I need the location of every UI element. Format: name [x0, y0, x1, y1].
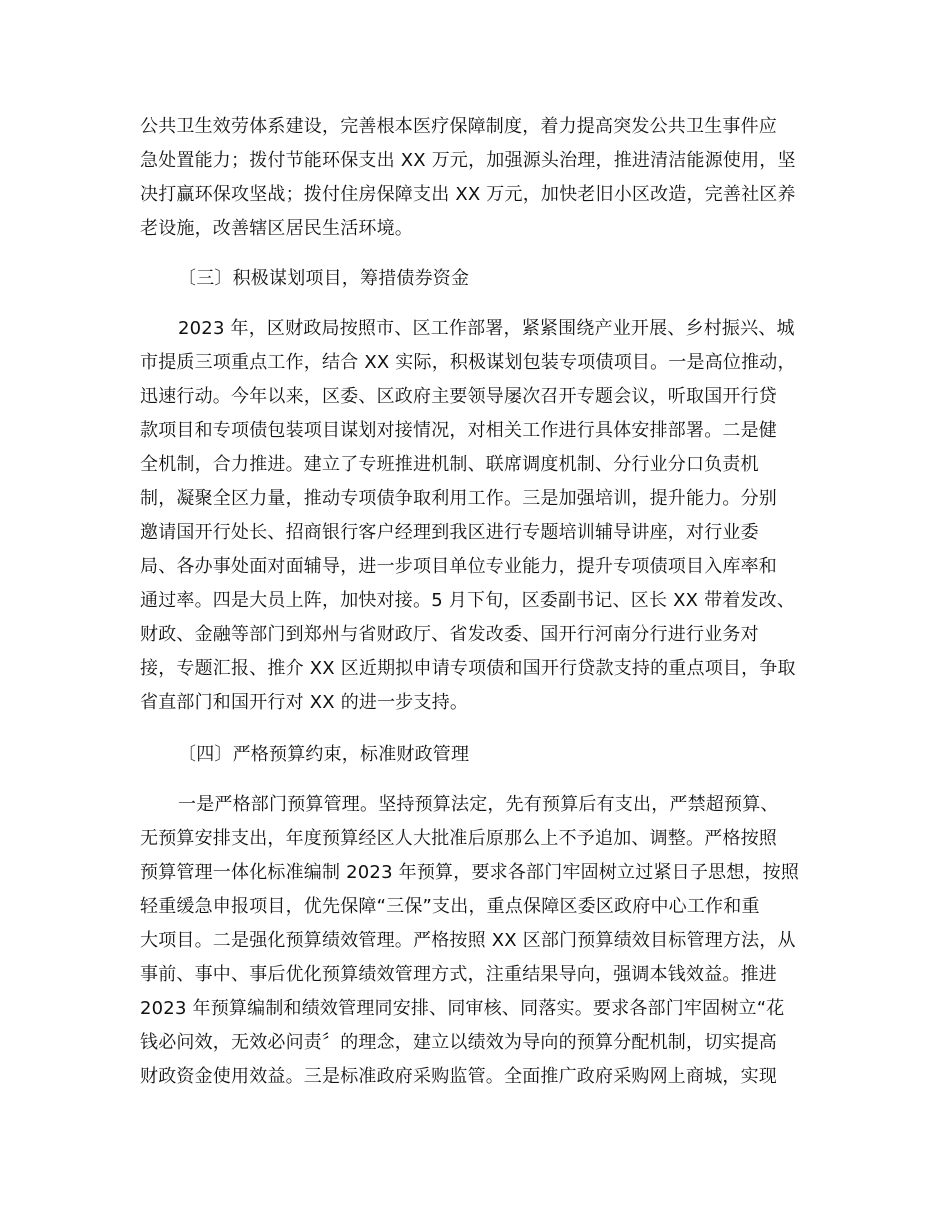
text-line: 市提质三项重点工作，结合 XX 实际，积极谋划包装专项债项目。一是高位推动， — [140, 352, 796, 373]
section-heading-3: 〔三〕积极谋划项目，筹措债券资金 — [178, 268, 470, 289]
text-line: 轻重缓急申报项目，优先保障“三保”支出，重点保障区委区政府中心工作和重 — [140, 896, 760, 917]
text-line: 省直部门和国开行对 XX 的进一步支持。 — [140, 692, 469, 713]
text-line: 接，专题汇报、推介 XX 区近期拟申请专项债和国开行贷款支持的重点项目，争取 — [140, 658, 796, 679]
text-line: 款项目和专项债包装项目谋划对接情况，对相关工作进行具体安排部署。二是健 — [140, 420, 777, 441]
text-line: 预算管理一体化标准编制 2023 年预算，要求各部门牢固树立过紧日子思想，按照 — [140, 862, 800, 883]
text-line: 钱必问效，无效必问责〞的理念，建立以绩效为导向的预算分配机制，切实提高 — [140, 1032, 777, 1053]
text-line: 一是严格部门预算管理。坚持预算法定，先有预算后有支出，严禁超预算、 — [178, 794, 779, 815]
text-line: 老设施，改善辖区居民生活环境。 — [140, 218, 413, 239]
section-heading-4: 〔四〕严格预算约束，标准财政管理 — [178, 744, 470, 765]
text-line: 全机制，合力推进。建立了专班推进机制、联席调度机制、分行业分口负责机 — [140, 454, 759, 475]
text-line: 邀请国开行处长、招商银行客户经理到我区进行专题培训辅导讲座，对行业委 — [140, 522, 759, 543]
text-line: 通过率。四是大员上阵，加快对接。5 月下旬，区委副书记、区长 XX 带着发改、 — [140, 590, 796, 611]
text-line: 2023 年预算编制和绩效管理同安排、同审核、同落实。要求各部门牢固树立“花 — [140, 998, 785, 1019]
text-line: 事前、事中、事后优化预算绩效管理方式，注重结果导向，强调本钱效益。推进 — [140, 964, 777, 985]
text-line: 局、各办事处面对面辅导，进一步项目单位专业能力，提升专项债项目入库率和 — [140, 556, 777, 577]
text-line: 财政、金融等部门到郑州与省财政厅、省发改委、国开行河南分行进行业务对 — [140, 624, 759, 645]
text-line: 2023 年，区财政局按照市、区工作部署，紧紧围绕产业开展、乡村振兴、城 — [178, 318, 795, 339]
text-line: 急处置能力；拨付节能环保支出 XX 万元，加强源头治理，推进清洁能源使用，坚 — [140, 150, 796, 171]
text-line: 公共卫生效劳体系建设，完善根本医疗保障制度，着力提高突发公共卫生事件应 — [140, 116, 777, 137]
text-line: 财政资金使用效益。三是标准政府采购监管。全面推广政府采购网上商城，实现 — [140, 1066, 777, 1087]
text-line: 迅速行动。今年以来，区委、区政府主要领导屡次召开专题会议，听取国开行贷 — [140, 386, 777, 407]
text-line: 大项目。二是强化预算绩效管理。严格按照 XX 区部门预算绩效目标管理方法，从 — [140, 930, 796, 951]
text-line: 制，凝聚全区力量，推动专项债争取利用工作。三是加强培训，提升能力。分别 — [140, 488, 777, 509]
text-line: 决打赢环保攻坚战；拨付住房保障支出 XX 万元，加快老旧小区改造，完善社区养 — [140, 184, 796, 205]
text-line: 无预算安排支出，年度预算经区人大批准后原那么上不予追加、调整。严格按照 — [140, 828, 777, 849]
